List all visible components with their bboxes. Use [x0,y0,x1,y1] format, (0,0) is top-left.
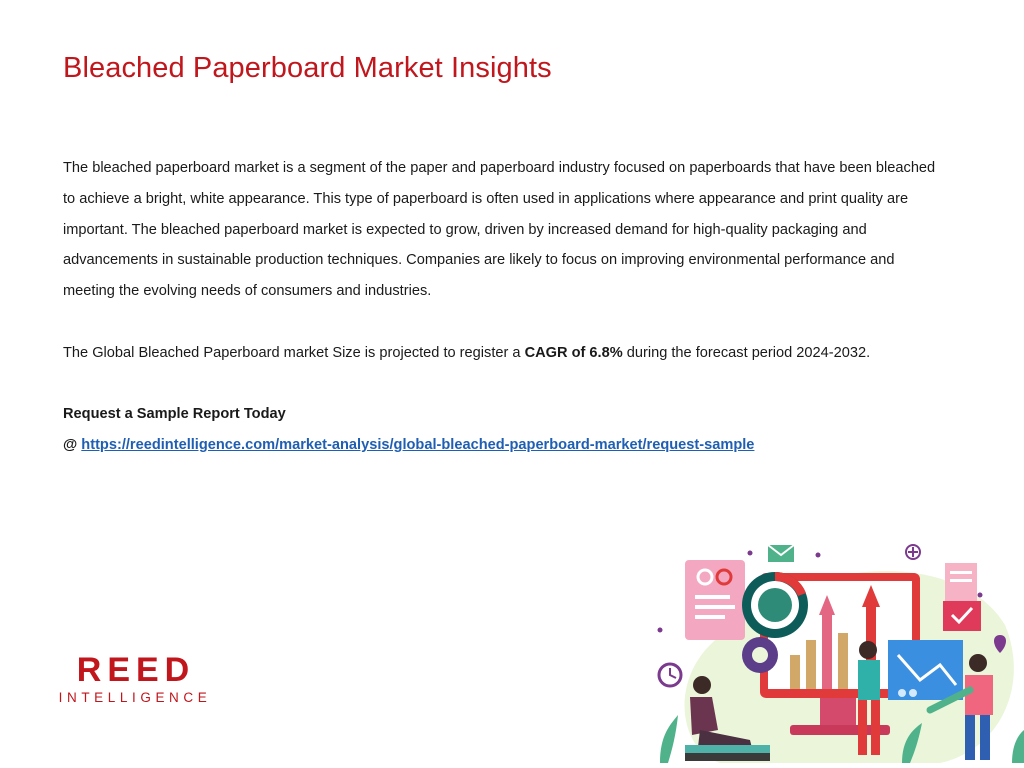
cagr-text-after: during the forecast period 2024-2032. [622,344,871,361]
sample-request-line [63,430,943,461]
checklist-document-icon [943,563,981,631]
plus-icon [906,545,920,559]
sample-request-heading: Request a Sample Report Today [63,406,286,423]
sample-request-link[interactable]: https://reedintelligence.com/market-analysis/global-bleached-paperboard-market/request-sample [81,437,755,454]
clock-icon [659,664,681,686]
logo-wordmark: REED [76,651,196,689]
at-symbol: @ [63,437,82,454]
intro-paragraph: The bleached paperboard market is a segment of the paper and paperboard industry focused on paperboards that have been bleached to achieve a bright, white appearance. This type of paperboard is often used in applications where appearance and print quality are important. The bleached paperboard market is expected to grow, driven by increased demand for high-quality packaging and advancements in sustainable production techniques. Companies are likely to focus on improving environmental performance and meeting the evolving needs of consumers and industries. [63,160,936,300]
report-document-icon [685,560,745,640]
logo-subtitle: INTELLIGENCE [58,690,212,705]
cagr-paragraph [63,338,943,369]
cagr-highlight: CAGR of 6.8% [524,344,623,361]
gear-icon [742,637,778,673]
trend-panel-icon [888,640,963,700]
content-body [63,153,943,461]
sample-request-block [63,399,943,461]
donut-chart-icon [742,572,808,638]
cagr-text-before: The Global Bleached Paperboard market Size is projected to register a [63,344,525,361]
page-title: Bleached Paperboard Market Insights [63,52,552,84]
market-analysis-illustration [640,535,1024,768]
reed-intelligence-logo [50,650,216,706]
